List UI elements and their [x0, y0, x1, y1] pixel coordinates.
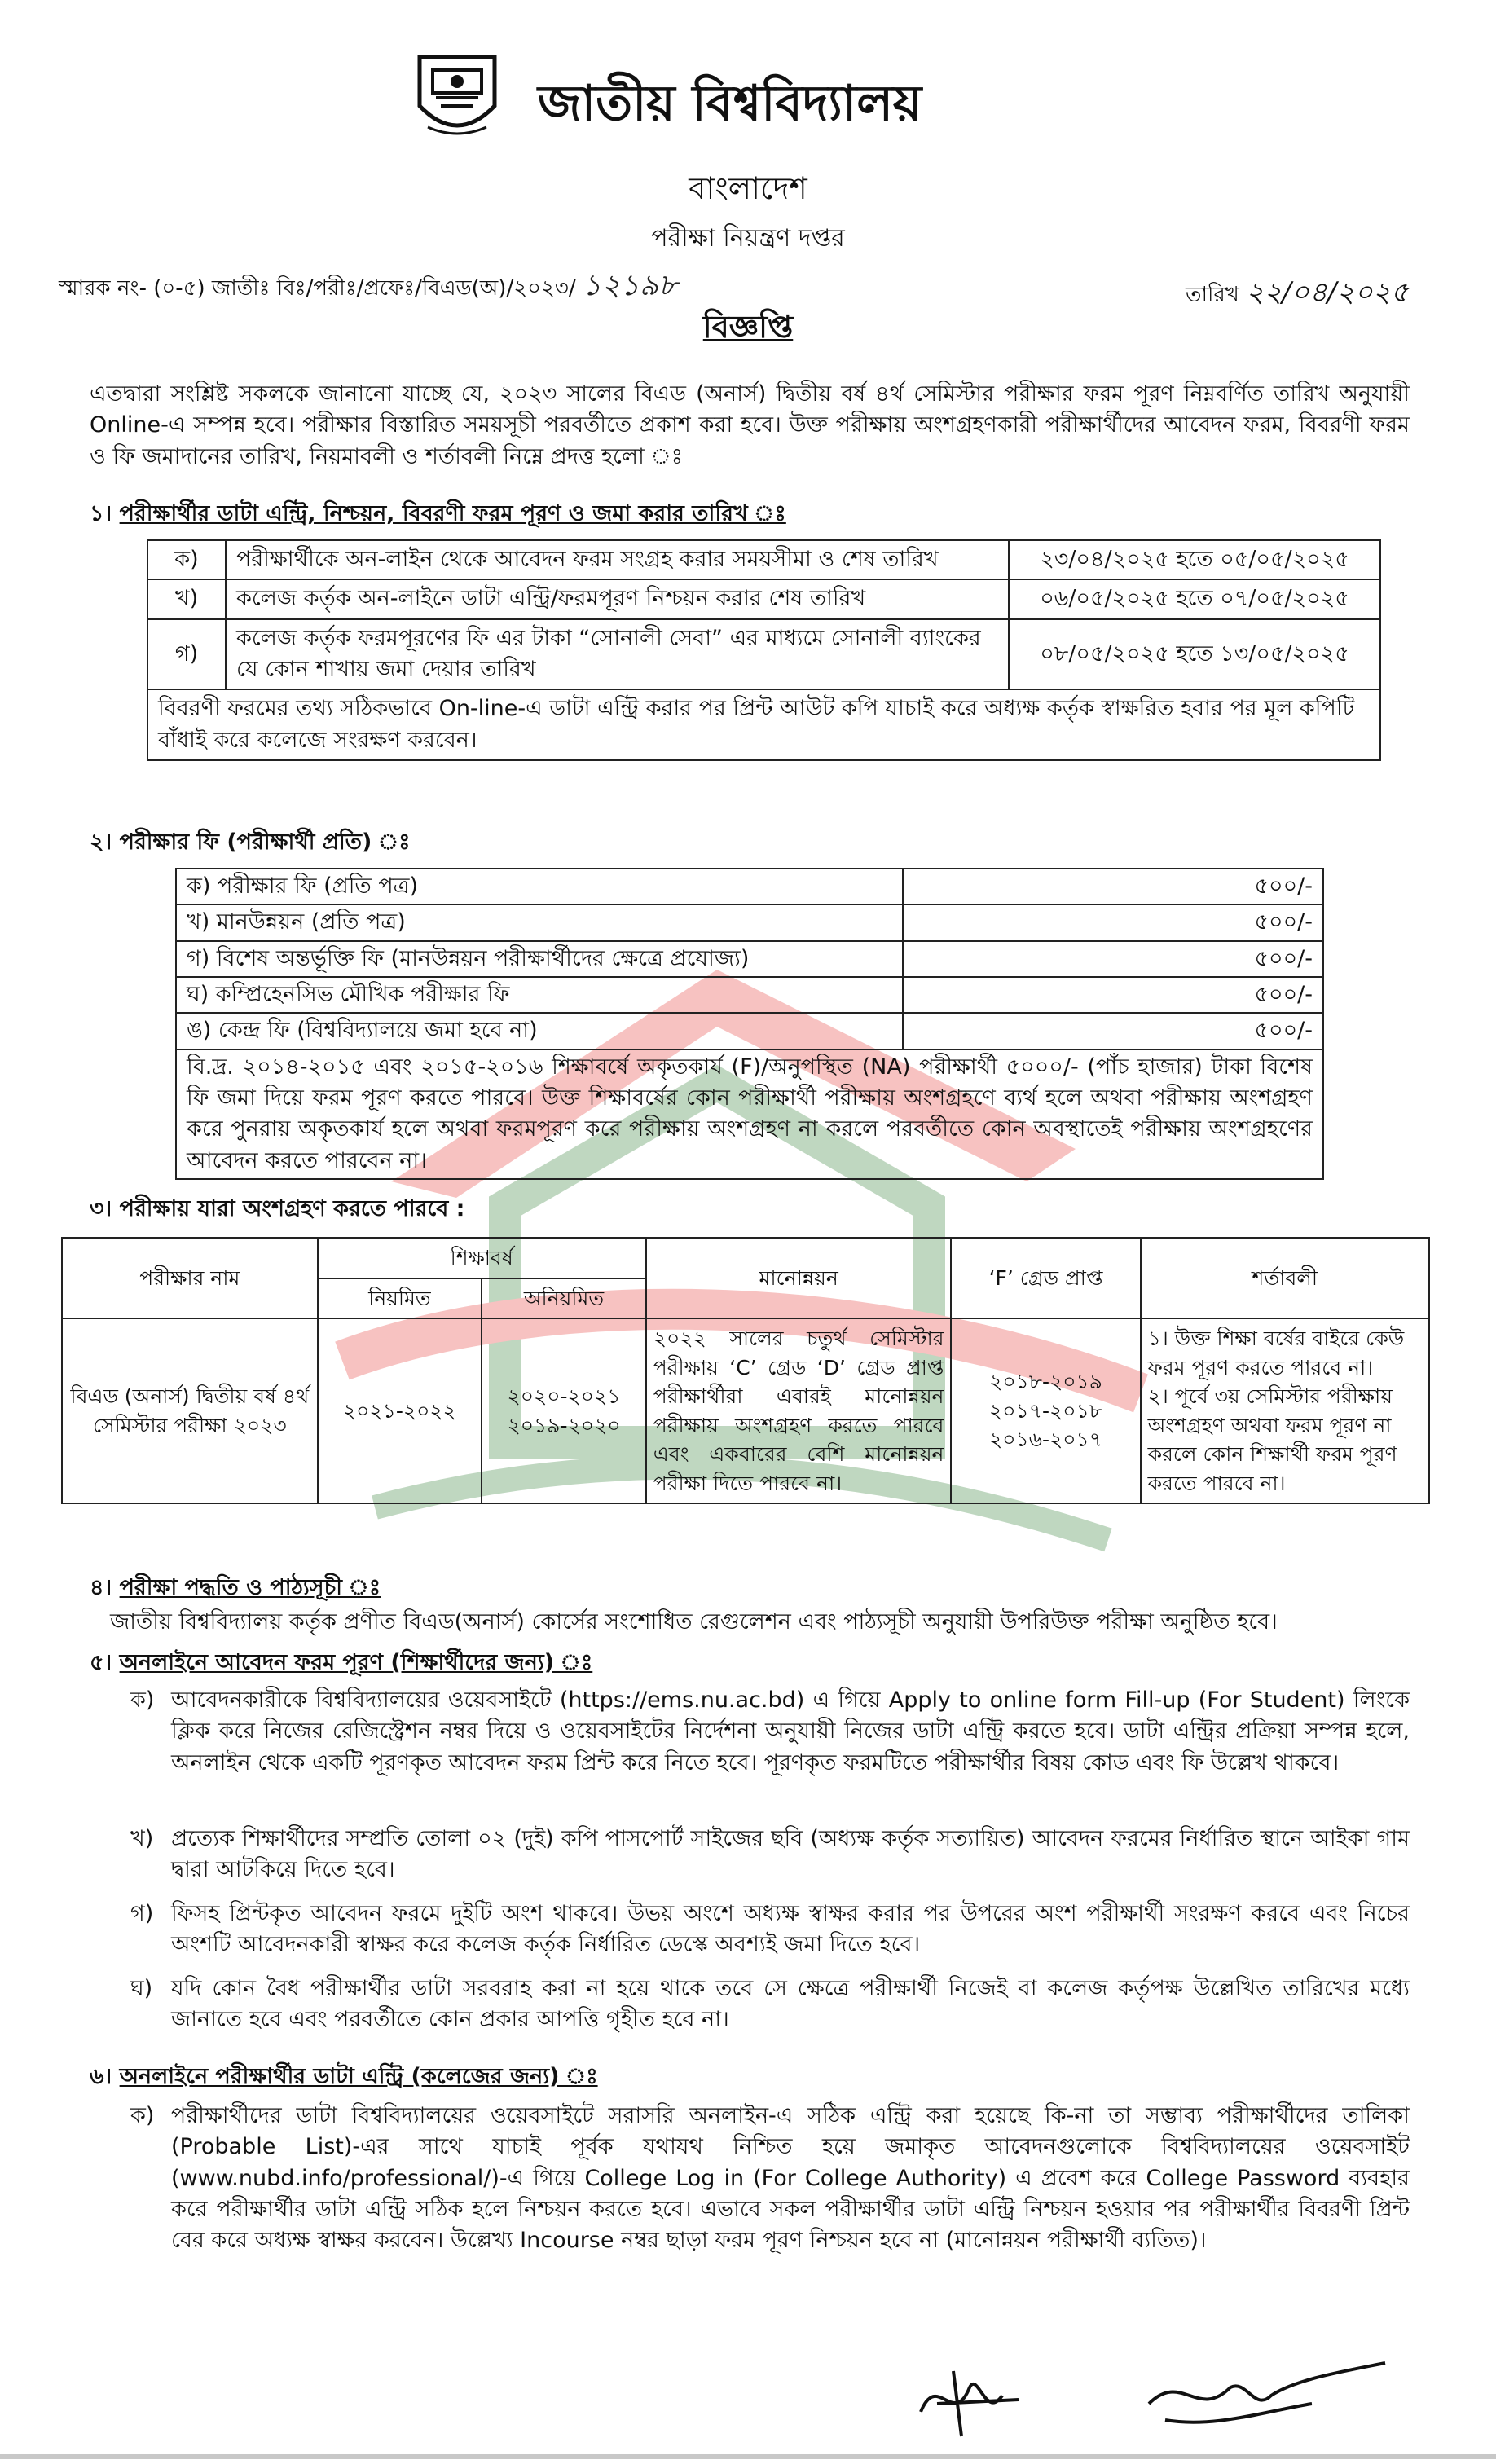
table-row [147, 579, 1380, 618]
section-1-title: পরীক্ষার্থীর ডাটা এন্ট্রি, নিশ্চয়ন, বিবরণী ফরম পূরণ ও জমা করার তারিখ ঃ [119, 501, 786, 526]
university-logo-icon [411, 49, 503, 147]
section-4-title: পরীক্ষা পদ্ধতি ও পাঠ্যসূচী ঃ [119, 1575, 381, 1600]
cell-f-grade [951, 1318, 1140, 1503]
item-text: যদি কোন বৈধ পরীক্ষার্থীর ডাটা সরবরাহ করা না হয়ে থাকে তবে সে ক্ষেত্রে পরীক্ষার্থী নিজেই বা কলেজ কর্তৃপক্ষ উল্লেখিত তারিখের মধ্যে জানাতে হবে এবং পরবর্তীতে কোন প্রকার আপত্তি গৃহীত হবে না। [171, 1976, 1410, 2033]
header-f-grade: ‘F’ গ্রেড প্রাপ্ত [951, 1238, 1140, 1318]
section-2-title: পরীক্ষার ফি (পরীক্ষার্থী প্রতি) ঃ [119, 829, 411, 855]
fee-label: খ) মানউন্নয়ন (প্রতি পত্র) [176, 904, 903, 940]
cell-improvement: ২০২২ সালের চতুর্থ সেমিস্টার পরীক্ষায় ‘C’ গ্রেড ‘D’ গ্রেড প্রাপ্ত পরীক্ষার্থীরা এবারই মানোন্নয়ন পরীক্ষায় অংশগ্রহণ করতে পারবে এবং একবারের বেশি মানোন্নয়ন পরীক্ষা দিতে পারবে না। [646, 1318, 952, 1503]
table-row [62, 1318, 1429, 1503]
row-text: পরীক্ষার্থীকে অন-লাইন থেকে আবেদন ফরম সংগ্রহ করার সময়সীমা ও শেষ তারিখ [226, 540, 1009, 579]
section-3-heading [90, 1194, 464, 1225]
bottom-divider [0, 2454, 1496, 2459]
date-value: ২২/০৪/২০২৫ [1246, 276, 1409, 309]
item-text: ফিসহ প্রিন্টকৃত আবেদন ফরমে দুইটি অংশ থাকবে। উভয় অংশে অধ্যক্ষ স্বাক্ষর করার পর উপরের অংশ পরীক্ষার্থী সংরক্ষণ করবে এবং নিচের অংশটি আবেদনকারী স্বাক্ষর করে কলেজ কর্তৃক নির্ধারিত ডেস্কে অবশ্যই জমা দিতে হবে। [171, 1901, 1410, 1958]
f-grade-session: ২০১৮-২০১৯ [989, 1370, 1102, 1394]
condition-item: ২। পূর্বে ৩য় সেমিস্টার পরীক্ষায় অংশগ্রহণ অথবা ফরম পূরণ না করলে কোন শিক্ষার্থী ফরম পূরণ করতে পারবে না। [1147, 1384, 1397, 1495]
section-5-item [130, 1685, 1410, 1779]
date-label: তারিখ [1186, 283, 1239, 307]
table-row [147, 540, 1380, 579]
section-6-item [130, 2101, 1410, 2257]
country-name: বাংলাদেশ [689, 170, 807, 206]
table-row [147, 689, 1380, 760]
table-row [147, 619, 1380, 690]
item-label: খ) [130, 1826, 154, 1851]
section-2-heading [90, 827, 411, 858]
signature-1 [904, 2355, 1067, 2444]
section-6-heading [90, 2061, 598, 2092]
fee-amount: ৫০০/- [903, 977, 1323, 1013]
f-grade-session: ২০১৭-২০১৮ [989, 1398, 1103, 1423]
section-2-number: ২। [90, 829, 112, 855]
row-text: কলেজ কর্তৃক অন-লাইনে ডাটা এন্ট্রি/ফরমপূরণ নিশ্চয়ন করার শেষ তারিখ [226, 579, 1009, 618]
table-row [176, 1013, 1323, 1049]
row-label: খ) [147, 579, 226, 618]
item-label: গ) [130, 1901, 154, 1926]
section-5-item [130, 1973, 1410, 2036]
header-improvement: মানোন্নয়ন [646, 1238, 952, 1318]
memo-handwritten-number: ১২১৯৮ [582, 269, 678, 302]
row-date: ০৮/০৫/২০২৫ হতে ১৩/০৫/২০২৫ [1009, 619, 1380, 690]
section-6-number: ৬। [90, 2064, 112, 2089]
university-name: জাতীয় বিশ্ববিদ্যালয় [538, 75, 922, 132]
irregular-session: ২০১৯-২০২০ [507, 1413, 621, 1437]
header-irregular: অনিয়মিত [482, 1278, 646, 1319]
item-text: প্রত্যেক শিক্ষার্থীদের সম্প্রতি তোলা ০২ (দুই) কপি পাসপোর্ট সাইজের ছবি (অধ্যক্ষ কর্তৃক সত্যায়িত) আবেদন ফরমের নির্ধারিত স্থানে আইকা গাম দ্বারা আটকিয়ে দিতে হবে। [171, 1826, 1410, 1883]
fee-label: ঘ) কম্প্রিহেনসিভ মৌখিক পরীক্ষার ফি [176, 977, 903, 1013]
header-exam-name: পরীক্ষার নাম [62, 1238, 318, 1318]
date-schedule-table [147, 539, 1381, 761]
section-4-number: ৪। [90, 1575, 112, 1600]
section-3-number: ৩। [90, 1196, 112, 1221]
section-5-item [130, 1824, 1410, 1886]
irregular-session: ২০২০-২০২১ [507, 1384, 621, 1408]
table-row [176, 977, 1323, 1013]
row-label: গ) [147, 619, 226, 690]
item-text: পরীক্ষার্থীদের ডাটা বিশ্ববিদ্যালয়ের ওয়েবসাইটে সরাসরি অনলাইন-এ সঠিক এন্ট্রি করা হয়েছে কি-না তা সম্ভাব্য পরীক্ষার্থীদের তালিকা (Probable List)-এর সাথে যাচাই পূর্বক যথাযথ নিশ্চিত হয়ে জমাকৃত আবেদনগুলোকে বিশ্ববিদ্যালয়ের ওয়েবসাইট (www.nubd.info/professional/)-এ গিয়ে College Log in (For College Authority) এ প্রবেশ করে College Password ব্যবহার করে পরীক্ষার্থীর ডাটা এন্ট্রি সঠিক হলে নিশ্চয়ন করতে হবে। এভাবে সকল পরীক্ষার্থীর ডাটা এন্ট্রি নিশ্চয়ন হওয়ার পর পরীক্ষার্থীর বিবরণী প্রিন্ট বের করে অধ্যক্ষ স্বাক্ষর করবেন। উল্লেখ্য Incourse নম্বর ছাড়া ফরম পূরণ নিশ্চয়ন হবে না (মানোন্নয়ন পরীক্ষার্থী ব্যতিত)। [171, 2103, 1410, 2254]
fee-amount: ৫০০/- [903, 904, 1323, 940]
header-regular: নিয়মিত [318, 1278, 482, 1319]
item-text: আবেদনকারীকে বিশ্ববিদ্যালয়ের ওয়েবসাইটে (https://ems.nu.ac.bd) এ গিয়ে Apply to online form Fill-up (For Student) লিংকে ক্লিক করে নিজের রেজিস্ট্রেশন নম্বর দিয়ে ও ওয়েবসাইটের নির্দেশনা অনুযায়ী নিজের ডাটা এন্ট্রি করতে হবে। ডাটা এন্ট্রির প্রক্রিয়া সম্পন্ন হলে, অনলাইন থেকে একটি পূরণকৃত আবেদন ফরম প্রিন্ট করে নিতে হবে। পূরণকৃত ফরমটিতে পরীক্ষার্থীর বিষয় কোড এবং ফি উল্লেখ থাকবে। [171, 1687, 1410, 1775]
cell-regular: ২০২১-২০২২ [318, 1318, 482, 1503]
eligibility-table [61, 1237, 1430, 1504]
signature-2 [1133, 2355, 1393, 2444]
row-label: ক) [147, 540, 226, 579]
section-5-number: ৫। [90, 1650, 112, 1675]
header-conditions: শর্তাবলী [1141, 1238, 1429, 1318]
condition-item: ১। উক্ত শিক্ষা বর্ষের বাইরে কেউ ফরম পূরণ করতে পারবে না। [1147, 1327, 1405, 1379]
section-1-note: বিবরণী ফরমের তথ্য সঠিকভাবে On-line-এ ডাটা এন্ট্রি করার পর প্রিন্ট আউট কপি যাচাই করে অধ্যক্ষ কর্তৃক স্বাক্ষরিত হবার পর মূল কপিটি বাঁধাই করে কলেজে সংরক্ষণ করবেন। [147, 689, 1380, 760]
table-row [176, 941, 1323, 977]
section-5-item [130, 1899, 1410, 1961]
section-2-note: বি.দ্র. ২০১৪-২০১৫ এবং ২০১৫-২০১৬ শিক্ষাবর্ষে অকৃতকার্য (F)/অনুপস্থিত (NA) পরীক্ষার্থী ৫০০০/- (পাঁচ হাজার) টাকা বিশেষ ফি জমা দিয়ে ফরম পূরণ করতে পারবে। উক্ত শিক্ষাবর্ষের কোন পরীক্ষার্থী পরীক্ষায় অংশগ্রহণে ব্যর্থ হলে অথবা পরীক্ষায় অংশগ্রহণ করে পুনরায় অকৃতকার্য হলে অথবা ফরমপূরণ করে পরীক্ষায় অংশগ্রহণ না করলে পরবর্তীতে কোন অবস্থাতেই পরীক্ষায় অংশগ্রহণের আবেদন করতে পারবেন না। [176, 1049, 1323, 1179]
f-grade-session: ২০১৬-২০১৭ [989, 1428, 1103, 1452]
fee-table [175, 868, 1324, 1180]
table-header-row [62, 1238, 1429, 1278]
office-name: পরীক্ষা নিয়ন্ত্রণ দপ্তর [651, 224, 845, 253]
fee-label: ক) পরীক্ষার ফি (প্রতি পত্র) [176, 869, 903, 904]
row-date: ২৩/০৪/২০২৫ হতে ০৫/০৫/২০২৫ [1009, 540, 1380, 579]
header-session: শিক্ষাবর্ষ [318, 1238, 646, 1278]
fee-amount: ৫০০/- [903, 1013, 1323, 1049]
item-label: ঘ) [130, 1976, 153, 2001]
notice-title: বিজ্ঞপ্তি [702, 309, 794, 345]
fee-amount: ৫০০/- [903, 869, 1323, 904]
table-row [176, 1049, 1323, 1179]
row-text: কলেজ কর্তৃক ফরমপূরণের ফি এর টাকা “সোনালী সেবা” এর মাধ্যমে সোনালী ব্যাংকের যে কোন শাখায় জমা দেয়ার তারিখ [226, 619, 1009, 690]
fee-amount: ৫০০/- [903, 941, 1323, 977]
intro-paragraph: এতদ্বারা সংশ্লিষ্ট সকলকে জানানো যাচ্ছে যে, ২০২৩ সালের বিএড (অনার্স) দ্বিতীয় বর্ষ ৪র্থ সেমিস্টার পরীক্ষার ফরম পূরণ নিম্নবর্ণিত তারিখ অনুযায়ী Online-এ সম্পন্ন হবে। পরীক্ষার বিস্তারিত সময়সূচী পরবর্তীতে প্রকাশ করা হবে। উক্ত পরীক্ষায় অংশগ্রহণকারী পরীক্ষার্থীদের আবেদন ফরম, বিবরণী ফরম ও ফি জমাদানের তারিখ, নিয়মাবলী ও শর্তাবলী নিম্নে প্রদত্ত হলো ঃ [90, 381, 1410, 469]
section-4-text: জাতীয় বিশ্ববিদ্যালয় কর্তৃক প্রণীত বিএড(অনার্স) কোর্সের সংশোধিত রেগুলেশন এবং পাঠ্যসূচী অনুযায়ী উপরিউক্ত পরীক্ষা অনুষ্ঠিত হবে। [110, 1609, 1278, 1635]
row-date: ০৬/০৫/২০২৫ হতে ০৭/০৫/২০২৫ [1009, 579, 1380, 618]
item-label: ক) [130, 1687, 155, 1713]
section-6-title: অনলাইনে পরীক্ষার্থীর ডাটা এন্ট্রি (কলেজের জন্য) ঃ [119, 2064, 598, 2089]
section-1-number: ১। [90, 501, 112, 526]
section-4-heading [90, 1573, 381, 1604]
fee-label: গ) বিশেষ অন্তর্ভূক্তি ফি (মানউন্নয়ন পরীক্ষার্থীদের ক্ষেত্রে প্রযোজ্য) [176, 941, 903, 977]
cell-exam-name: বিএড (অনার্স) দ্বিতীয় বর্ষ ৪র্থ সেমিস্টার পরীক্ষা ২০২৩ [62, 1318, 318, 1503]
fee-label: ঙ) কেন্দ্র ফি (বিশ্ববিদ্যালয়ে জমা হবে না) [176, 1013, 903, 1049]
cell-irregular [482, 1318, 646, 1503]
item-label: ক) [130, 2103, 155, 2128]
table-row [176, 904, 1323, 940]
table-row [176, 869, 1323, 904]
memo-number [59, 265, 677, 306]
memo-label: স্মারক নং- (০-৫) জাতীঃ বিঃ/পরীঃ/প্রফেঃ/বিএড(অ)/২০২৩/ [59, 276, 576, 301]
cell-conditions [1141, 1318, 1429, 1503]
section-5-heading [90, 1648, 592, 1679]
section-1-heading [90, 499, 786, 530]
section-5-title: অনলাইনে আবেদন ফরম পূরণ (শিক্ষার্থীদের জন্য) ঃ [119, 1650, 593, 1675]
section-3-title: পরীক্ষায় যারা অংশগ্রহণ করতে পারবে : [119, 1196, 465, 1221]
